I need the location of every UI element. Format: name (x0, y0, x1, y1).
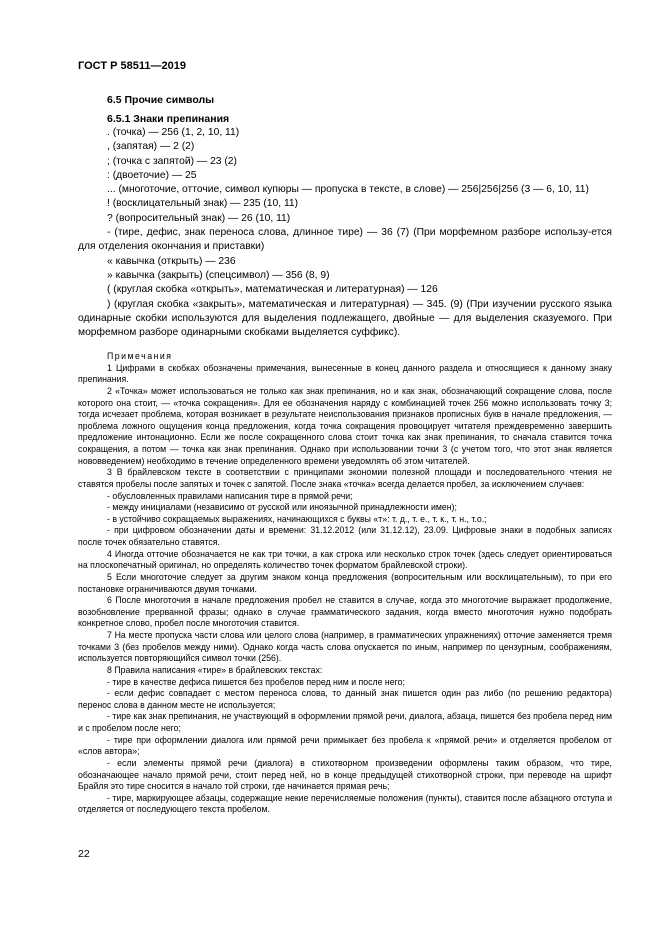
punctuation-list (78, 126, 612, 340)
note-paragraph: 8 Правила написания «тире» в брайлевских текстах: (107, 664, 323, 675)
symbol-entry: ( (круглая скобка «открыть», математическая и литературная) — 126 (107, 284, 438, 296)
section-title: 6.5 Прочие символы (107, 94, 215, 106)
symbol-entry: ... (многоточие, отточие, символ купюры — пропуска в тексте, в слове) — 256|256|256 (3 — 6, 10, 11) (107, 184, 589, 196)
note-paragraph: - между инициалами (независимо от русской или иноязычной принадлежности имен); (107, 502, 457, 513)
note-paragraph: 7 На месте пропуска части слова или целого слова (например, в грамматических упражнениях) отточие заменяется тремя точками 3 (без пробелов между ними). Однако когда часть слова опускается по иным, например по цензурным, соображениям, используется повторяющийся символ точки (256). (78, 630, 612, 664)
note-paragraph: - тире как знак препинания, не участвующий в оформлении прямой речи, диалога, абзаца, пишется без пробела перед ним и с пробелом после него; (78, 711, 612, 733)
subsection-title: 6.5.1 Знаки препинания (107, 113, 230, 125)
note-paragraph: 4 Иногда отточие обозначается не как три точки, а как строка или несколько строк точек (здесь следует ориентироваться на плоскопечатный оригинал, но определять количество точек форматом брайлевской строки). (78, 548, 612, 571)
note-paragraph: 2 «Точка» может использоваться не только как знак препинания, но и как знак, обозначающий сокращение слова, после которого она стоит, — «точка сокращения». Для ее обозначения наряду с комбинацией точек 256 можно использовать точку 3; тогда исчезает проблема, которая возникает в результате неиспользования признаков прописных букв в начале предложения, — проблема ложного ощущения конца предложения, когда точка сокращения провоцирует читателя преждевременно завершить предложение интонационно. Если же после сокращенного слова стоит точка как знак препинания, то сначала ставится точка сокращения, а потом — точка как знак препинания. Однако при использовании точки 3 (с учетом того, что этот знак является нововведением) необходимо в течение определенного времени уведомлять об этом читателей. (78, 385, 612, 466)
symbol-entry: » кавычка (закрыть) (спецсимвол) — 356 (8, 9) (107, 269, 330, 281)
symbol-entry: ) (круглая скобка «закрыть», математическая и литературная) — 345. (9) (При изучении русского языка одинарные скобки используются для выделения подлежащего, двойные — для выделения сказуемого. При морфемном разборе одинарными скобками выделяется суффикс). (78, 298, 612, 339)
note-paragraph: - обусловленных правилами написания тире в прямой речи; (107, 490, 353, 501)
note-paragraph: - тире в качестве дефиса пишется без пробелов перед ним и после него; (107, 676, 405, 687)
note-paragraph: 1 Цифрами в скобках обозначены примечания, вынесенные в конец данного раздела и относящиеся к данному знаку препинания. (78, 362, 612, 385)
symbol-entry: : (двоеточие) — 25 (107, 169, 197, 181)
note-paragraph: - если дефис совпадает с местом переноса слова, то данный знак пишется один раз либо (по решению редактора) перенос слова в данном месте не используется; (78, 688, 612, 710)
symbol-entry: ! (восклицательный знак) — 235 (10, 11) (107, 198, 299, 210)
symbol-entry: « кавычка (открыть) — 236 (107, 255, 236, 267)
symbol-entry: ; (точка с запятой) — 23 (2) (107, 155, 237, 167)
notes-title: Примечания (107, 351, 173, 361)
notes-section (78, 351, 612, 816)
note-paragraph: 3 В брайлевском тексте в соответствии с принципами экономии полезной площади и последовательного чтения не ставятся пробелы после запятых и точек с запятой. После знака «точка» всегда делается пробел, за исключением случаев: (78, 467, 612, 489)
note-paragraph: - в устойчиво сокращаемых выражениях, начинающихся с буквы «т»: т. д., т. е., т. к., т. н., т.о.; (107, 513, 487, 524)
symbol-entry: , (запятая) — 2 (2) (107, 141, 195, 153)
document-header: ГОСТ Р 58511—2019 (78, 60, 186, 72)
note-paragraph: - тире при оформлении диалога или прямой речи примыкает без пробела к «прямой речи» и отделяется пробелом от «слов автора»; (78, 734, 612, 757)
note-paragraph: 5 Если многоточие следует за другим знаком конца предложения (вопросительным или восклицательным), то при его постановке ограничиваются двумя точками. (78, 571, 612, 594)
note-paragraph: - тире, маркирующее абзацы, содержащие некие перечисляемые положения (пункты), ставится после абзацного отступа и отделяется от последующего текста пробелом. (78, 792, 612, 815)
note-paragraph: - если элементы прямой речи (диалога) в стихотворном произведении оформлены таким образом, что тире, обозначающее начало прямой речи, стоит перед ней, но в конце предыдущей стихотворной строки, при переводе на шрифт Брайля это тире сносится в начало той строки, где начинается прямая речь; (78, 757, 612, 792)
symbol-entry: ? (вопросительный знак) — 26 (10, 11) (107, 212, 291, 224)
symbol-entry: - (тире, дефис, знак переноса слова, длинное тире) — 36 (7) (При морфемном разборе использу-ется для отделения окончания и приставки) (78, 227, 612, 253)
note-paragraph: - при цифровом обозначении даты и времени: 31.12.2012 (или 31.12.12), 23.09. Цифровые знаки в подобных записях после точек обязательно ставятся. (78, 525, 612, 547)
symbol-entry: . (точка) — 256 (1, 2, 10, 11) (107, 127, 240, 138)
page-number: 22 (78, 848, 90, 860)
note-paragraph: 6 После многоточия в начале предложения пробел не ставится в случае, когда это многоточие выражает продолжение, возобновление прерванной фразы; однако в случае грамматического задания, когда вместо многоточия нужно подобрать конкретное слово, пробел после многоточия ставится. (78, 595, 612, 629)
